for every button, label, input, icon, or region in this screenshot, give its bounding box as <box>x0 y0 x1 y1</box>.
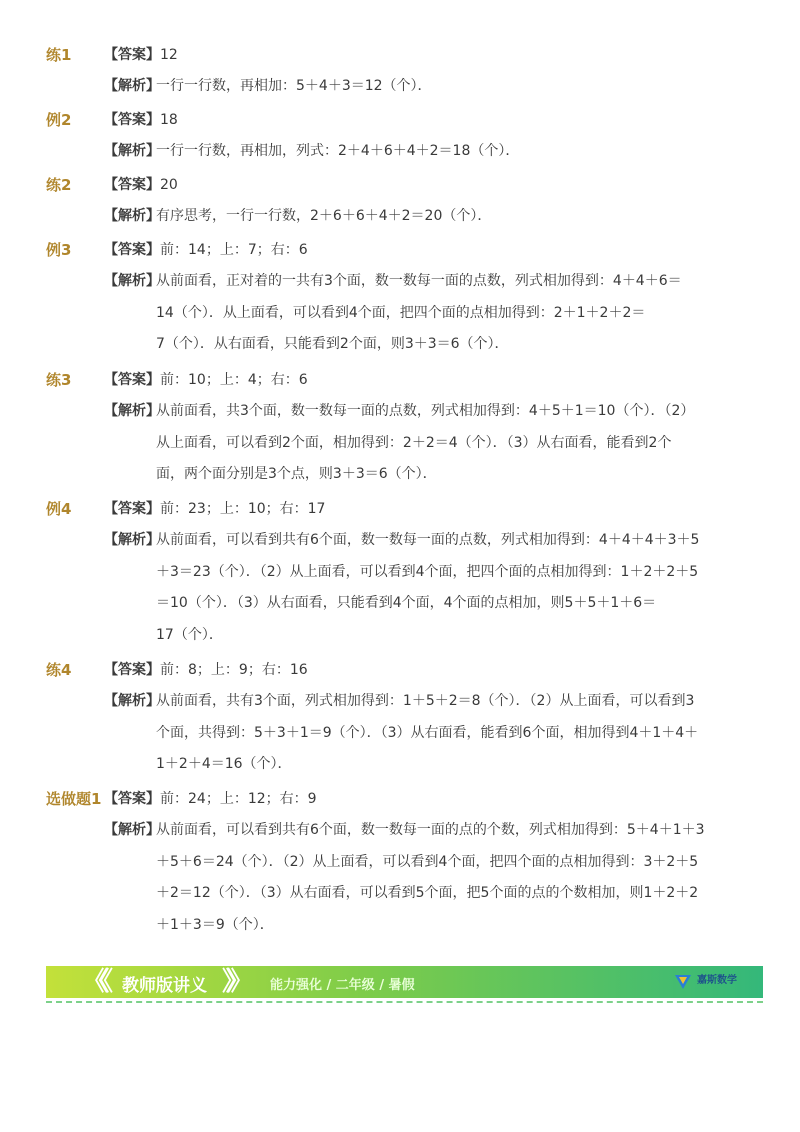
analysis-line: 面，两个面分别是3个点，则3＋3＝6（个）． <box>156 466 437 483</box>
answer-line <box>104 110 178 130</box>
analysis-line: ＋3＝23（个）．（2）从上面看，可以看到4个面，把四个面的点相加得到：1＋2＋2＋5 <box>156 563 699 580</box>
answer-value: 前：10；上：4；右：6 <box>160 372 308 388</box>
footer-banner <box>46 966 763 998</box>
answer-tag: 【答案】 <box>104 791 160 807</box>
analysis-tag: 【解析】 <box>104 403 160 419</box>
answer-value: 前：23；上：10；右：17 <box>160 501 326 517</box>
analysis-tag: 【解析】 <box>104 532 160 548</box>
footer-subtitle: 能力强化 / 二年级 / 暑假 <box>270 978 415 993</box>
analysis-line: 从上面看，可以看到2个面，相加得到：2＋2＝4（个）．（3）从右面看，能看到2个 <box>156 434 672 451</box>
analysis-line: 14（个）．从上面看，可以看到4个面，把四个面的点相加得到：2＋1＋2＋2＝ <box>156 304 646 321</box>
answer-line <box>104 175 178 195</box>
answer-line <box>104 240 308 260</box>
analysis-block <box>104 396 716 491</box>
footer-title: 教师版讲义 <box>122 976 207 996</box>
analysis-line: 从前面看，可以看到共有6个面，数一数每一面的点的个数，列式相加得到：5＋4＋1＋3 <box>156 822 705 838</box>
analysis-block <box>104 686 716 781</box>
analysis-line: 一行一行数，再相加：5＋4＋3＝12（个）． <box>156 78 432 94</box>
analysis-line: 1＋2＋4＝16（个）． <box>156 756 292 773</box>
answer-line <box>104 660 308 680</box>
answer-value: 前：8；上：9；右：16 <box>160 662 308 678</box>
analysis-line: 一行一行数，再相加，列式：2＋4＋6＋4＋2＝18（个）． <box>156 143 520 159</box>
answer-line <box>104 789 317 809</box>
answer-value: 12 <box>160 47 178 63</box>
analysis-line: 从前面看，正对着的一共有3个面，数一数每一面的点数，列式相加得到：4＋4＋6＝ <box>156 273 682 289</box>
problem-label: 例2 <box>46 111 72 129</box>
analysis-line: 从前面看，共3个面，数一数每一面的点数，列式相加得到：4＋5＋1＝10（个）．（2） <box>156 403 695 419</box>
footer-divider <box>46 1001 763 1003</box>
answer-value: 18 <box>160 112 178 128</box>
analysis-block <box>104 71 716 103</box>
answer-tag: 【答案】 <box>104 112 160 128</box>
chevron-left-icon: 《《 <box>82 967 106 997</box>
analysis-block <box>104 525 716 651</box>
analysis-line: 7（个）．从右面看，只能看到2个面，则3＋3＝6（个）． <box>156 336 509 353</box>
problem-label: 练1 <box>46 46 72 64</box>
analysis-line: 有序思考，一行一行数，2＋6＋6＋4＋2＝20（个）． <box>156 208 492 224</box>
analysis-line: 17（个）． <box>156 626 223 643</box>
analysis-tag: 【解析】 <box>104 78 160 94</box>
analysis-tag: 【解析】 <box>104 822 160 838</box>
analysis-line: ＋2＝12（个）．（3）从右面看，可以看到5个面，把5个面的点的个数相加，则1＋2＋2 <box>156 885 699 902</box>
analysis-line: ＋5＋6＝24（个）．（2）从上面看，可以看到4个面，把四个面的点相加得到：3＋2＋5 <box>156 853 699 870</box>
problem-label: 练3 <box>46 371 72 389</box>
analysis-tag: 【解析】 <box>104 693 160 709</box>
analysis-line: ＝10（个）．（3）从右面看，只能看到4个面，4个面的点相加，则5＋5＋1＋6＝ <box>156 595 657 612</box>
problem-label: 练4 <box>46 661 72 679</box>
answer-tag: 【答案】 <box>104 372 160 388</box>
chevron-right-icon: 》》 <box>222 967 246 997</box>
analysis-block <box>104 201 716 233</box>
brand-logo <box>673 971 753 993</box>
answer-tag: 【答案】 <box>104 177 160 193</box>
answer-tag: 【答案】 <box>104 501 160 517</box>
brand-name: 嘉斯数学 <box>697 975 737 986</box>
answer-value: 前：24；上：12；右：9 <box>160 791 317 807</box>
analysis-line: 从前面看，共有3个面，列式相加得到：1＋5＋2＝8（个）．（2）从上面看，可以看到3 <box>156 693 695 709</box>
analysis-tag: 【解析】 <box>104 273 160 289</box>
answer-value: 前：14；上：7；右：6 <box>160 242 308 258</box>
problem-label: 选做题1 <box>46 790 102 808</box>
answer-tag: 【答案】 <box>104 47 160 63</box>
answer-line <box>104 499 325 519</box>
answer-value: 20 <box>160 177 178 193</box>
answer-tag: 【答案】 <box>104 242 160 258</box>
problem-label: 例3 <box>46 241 72 259</box>
analysis-block <box>104 266 716 361</box>
answer-line <box>104 45 178 65</box>
analysis-tag: 【解析】 <box>104 143 160 159</box>
problem-label: 例4 <box>46 500 72 518</box>
analysis-block <box>104 815 716 941</box>
analysis-line: 从前面看，可以看到共有6个面，数一数每一面的点数，列式相加得到：4＋4＋4＋3＋5 <box>156 532 700 548</box>
analysis-line: ＋1＋3＝9（个）． <box>156 916 274 933</box>
analysis-line: 个面，共得到：5＋3＋1＝9（个）．（3）从右面看，能看到6个面，相加得到4＋1＋4＋ <box>156 724 699 741</box>
brand-logo-icon <box>673 971 693 991</box>
analysis-tag: 【解析】 <box>104 208 160 224</box>
answer-tag: 【答案】 <box>104 662 160 678</box>
answer-line <box>104 370 308 390</box>
problem-label: 练2 <box>46 176 72 194</box>
analysis-block <box>104 136 716 168</box>
